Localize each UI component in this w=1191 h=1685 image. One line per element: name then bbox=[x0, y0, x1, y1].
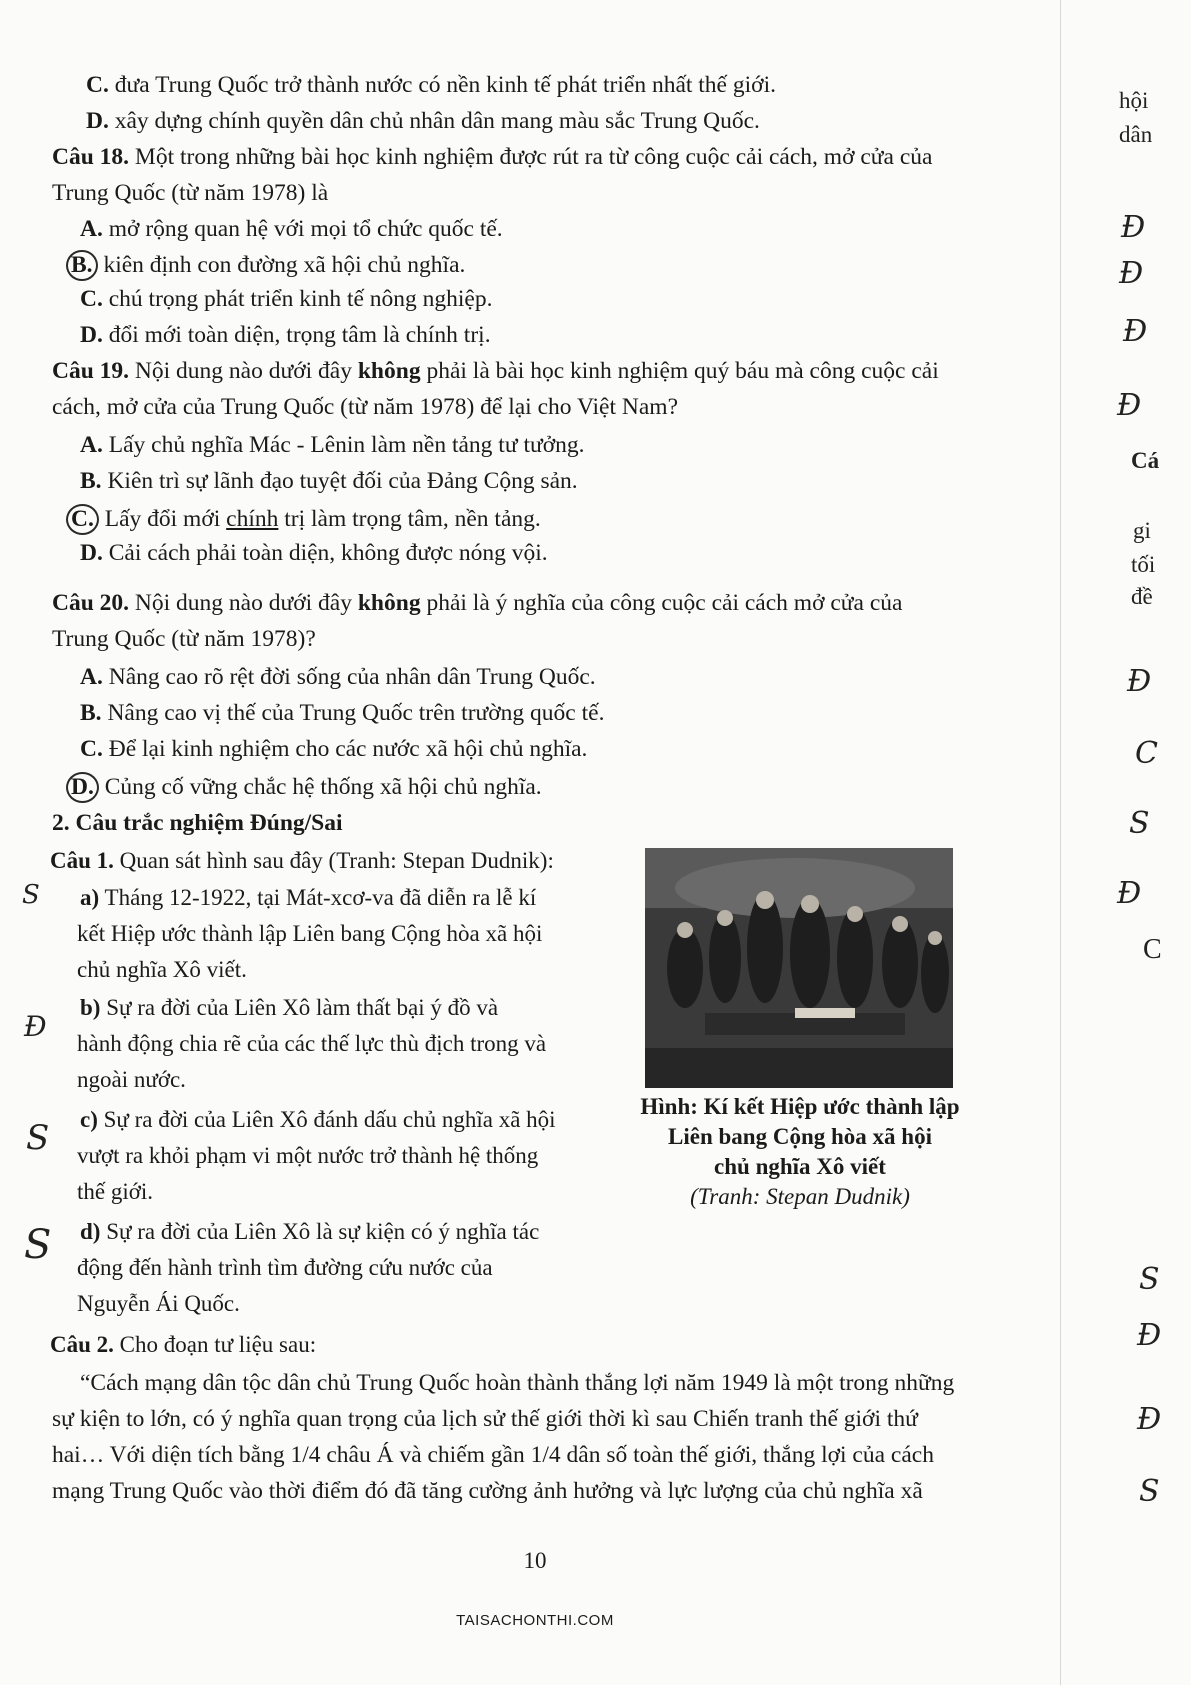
question-emphasis: không bbox=[357, 358, 421, 384]
handwritten-mark: S bbox=[24, 1222, 52, 1268]
option-text: Củng cố vững chắc hệ thống xã hội chủ nghĩa. bbox=[104, 774, 542, 800]
figure-caption bbox=[615, 1092, 985, 1212]
q19-option-a bbox=[80, 432, 585, 459]
tf1-item-a-line2: kết Hiệp ước thành lập Liên bang Cộng hòa xã hội bbox=[77, 921, 543, 946]
tf1-item-d bbox=[80, 1219, 539, 1245]
edge-text: hội bbox=[1119, 88, 1149, 113]
tf2-quote-line: “Cách mạng dân tộc dân chủ Trung Quốc hoàn thành thắng lợi năm 1949 là một trong những bbox=[80, 1370, 955, 1396]
treaty-signing-painting bbox=[645, 848, 953, 1088]
handwritten-mark: Đ bbox=[1123, 314, 1148, 349]
item-text: Tháng 12-1922, tại Mát-xcơ-va đã diễn ra lễ kí bbox=[104, 885, 537, 910]
option-letter: D. bbox=[80, 322, 103, 348]
q20-option-c bbox=[80, 736, 587, 763]
edge-text: gi bbox=[1133, 518, 1151, 543]
option-letter: B. bbox=[80, 468, 102, 494]
question-label: Câu 18. bbox=[52, 144, 130, 170]
tf2-quote-line: mạng Trung Quốc vào thời điểm đó đã tăng cường ảnh hưởng và lực lượng của chủ nghĩa xã bbox=[52, 1478, 923, 1504]
q19-option-b bbox=[80, 468, 578, 495]
option-letter: C. bbox=[80, 286, 103, 312]
question-text: Cho đoạn tư liệu sau: bbox=[119, 1332, 317, 1357]
q19-option-c bbox=[72, 504, 541, 535]
option-text: Lấy chủ nghĩa Mác - Lênin làm nền tảng tư tưởng. bbox=[108, 432, 585, 458]
item-text: Sự ra đời của Liên Xô là sự kiện có ý nghĩa tác bbox=[106, 1219, 540, 1244]
q18-option-d bbox=[80, 322, 491, 349]
question-text: Nội dung nào dưới đây bbox=[134, 590, 352, 616]
handwritten-mark: Đ bbox=[1137, 1402, 1162, 1437]
handwritten-mark: C bbox=[1135, 736, 1158, 771]
q18-stem-cont: Trung Quốc (từ năm 1978) là bbox=[52, 180, 329, 206]
option-letter: A. bbox=[80, 432, 103, 458]
tf1-item-a bbox=[80, 885, 536, 911]
q19-stem-cont: cách, mở cửa của Trung Quốc (từ năm 1978) để lại cho Việt Nam? bbox=[52, 394, 678, 420]
handwritten-mark: S bbox=[26, 1118, 50, 1158]
q20-option-b bbox=[80, 700, 604, 727]
q18-option-b bbox=[72, 250, 465, 281]
option-letter: A. bbox=[80, 664, 103, 690]
painting-image bbox=[645, 848, 953, 1088]
option-text: đưa Trung Quốc trở thành nước có nền kinh tế phát triển nhất thế giới. bbox=[114, 72, 776, 98]
tf2-stem bbox=[50, 1332, 316, 1358]
caption-line: chủ nghĩa Xô viết bbox=[714, 1154, 886, 1179]
option-letter: B. bbox=[80, 700, 102, 726]
q20-stem bbox=[52, 590, 902, 617]
tf2-quote-line: hai… Với diện tích bằng 1/4 châu Á và chiếm gần 1/4 dân số toàn thế giới, thắng lợi của cách bbox=[52, 1442, 934, 1468]
handwritten-mark: Đ bbox=[1121, 210, 1146, 245]
option-letter: D. bbox=[86, 108, 109, 134]
option-text: Để lại kinh nghiệm cho các nước xã hội chủ nghĩa. bbox=[108, 736, 588, 762]
question-label: Câu 19. bbox=[52, 358, 130, 384]
q20-stem-cont: Trung Quốc (từ năm 1978)? bbox=[52, 626, 316, 652]
tf1-item-a-line3: chủ nghĩa Xô viết. bbox=[77, 957, 247, 982]
tf1-item-c-line3: thế giới. bbox=[77, 1179, 154, 1204]
question-label: Câu 20. bbox=[52, 590, 130, 616]
edge-text: C bbox=[1143, 934, 1162, 965]
option-letter-circled: B. bbox=[66, 250, 98, 281]
option-letter-circled: C. bbox=[66, 504, 99, 535]
item-text: Sự ra đời của Liên Xô đánh dấu chủ nghĩa xã hội bbox=[103, 1107, 556, 1132]
item-letter: a) bbox=[80, 885, 100, 910]
handwritten-mark: Đ bbox=[1127, 664, 1152, 699]
q19-stem bbox=[52, 358, 939, 385]
item-letter: b) bbox=[80, 995, 101, 1020]
edge-text: Cá bbox=[1131, 448, 1160, 473]
option-letter: C. bbox=[80, 736, 103, 762]
option-text: kiên định con đường xã hội chủ nghĩa. bbox=[103, 252, 466, 278]
question-label: Câu 2. bbox=[50, 1332, 114, 1357]
item-letter: d) bbox=[80, 1219, 101, 1244]
item-letter: c) bbox=[80, 1107, 98, 1132]
option-text: đổi mới toàn diện, trọng tâm là chính trị. bbox=[108, 322, 491, 348]
edge-text: tối bbox=[1131, 552, 1156, 577]
caption-credit: (Tranh: Stepan Dudnik) bbox=[690, 1184, 910, 1209]
handwritten-mark: S bbox=[1129, 806, 1150, 841]
question-text: phải là ý nghĩa của công cuộc cải cách mở cửa của bbox=[426, 590, 903, 616]
option-text: Kiên trì sự lãnh đạo tuyệt đối của Đảng Cộng sản. bbox=[107, 468, 578, 494]
q17-option-c bbox=[86, 72, 776, 99]
footer-watermark: TAISACHONTHI.COM bbox=[456, 1612, 614, 1629]
tf1-item-c bbox=[80, 1107, 556, 1133]
caption-line: Hình: Kí kết Hiệp ước thành lập bbox=[640, 1094, 960, 1119]
handwritten-mark: Đ bbox=[1137, 1318, 1162, 1353]
option-text: mở rộng quan hệ với mọi tổ chức quốc tế. bbox=[108, 216, 503, 242]
q20-option-d bbox=[72, 772, 542, 803]
q18-option-c bbox=[80, 286, 493, 313]
handwritten-mark: S bbox=[22, 880, 40, 910]
tf2-quote-line: sự kiện to lớn, có ý nghĩa quan trọng của lịch sử thế giới thời kì sau Chiến tranh thế giới thứ bbox=[52, 1406, 918, 1432]
question-text: Một trong những bài học kinh nghiệm được rút ra từ công cuộc cải cách, mở cửa của bbox=[134, 144, 933, 170]
option-text: Lấy đổi mới bbox=[104, 506, 221, 532]
option-text: Nâng cao vị thế của Trung Quốc trên trường quốc tế. bbox=[107, 700, 605, 726]
option-text: xây dựng chính quyền dân chủ nhân dân mang màu sắc Trung Quốc. bbox=[114, 108, 760, 134]
edge-text: đề bbox=[1131, 584, 1153, 609]
option-text: chú trọng phát triển kinh tế nông nghiệp. bbox=[108, 286, 493, 312]
tf1-stem bbox=[50, 848, 554, 874]
option-text: trị làm trọng tâm, nền tảng. bbox=[284, 506, 541, 532]
edge-text: dân bbox=[1119, 122, 1153, 147]
option-text: Nâng cao rõ rệt đời sống của nhân dân Trung Quốc. bbox=[108, 664, 596, 690]
handwritten-mark: Đ bbox=[1119, 256, 1144, 291]
q19-option-d bbox=[80, 540, 548, 567]
tf1-item-b-line2: hành động chia rẽ của các thế lực thù địch trong và bbox=[77, 1031, 547, 1056]
handwritten-mark: Đ bbox=[1117, 388, 1142, 423]
page-number: 10 bbox=[523, 1548, 547, 1573]
q20-option-a bbox=[80, 664, 596, 691]
option-letter: A. bbox=[80, 216, 103, 242]
handwritten-mark: Đ bbox=[24, 1010, 47, 1043]
item-text: Sự ra đời của Liên Xô làm thất bại ý đồ và bbox=[106, 995, 499, 1020]
tf1-item-b bbox=[80, 995, 498, 1021]
tf1-item-c-line2: vượt ra khỏi phạm vi một nước trở thành hệ thống bbox=[77, 1143, 539, 1168]
option-text-underlined: chính bbox=[226, 506, 279, 532]
q17-option-d bbox=[86, 108, 760, 135]
question-text: phải là bài học kinh nghiệm quý báu mà công cuộc cải bbox=[426, 358, 939, 384]
adjacent-page-edge bbox=[1060, 0, 1191, 1685]
handwritten-mark: Đ bbox=[1117, 876, 1142, 911]
tf1-item-d-line3: Nguyễn Ái Quốc. bbox=[77, 1291, 240, 1316]
question-emphasis: không bbox=[357, 590, 421, 616]
section-title: 2. Câu trắc nghiệm Đúng/Sai bbox=[52, 810, 343, 836]
handwritten-mark: S bbox=[1139, 1474, 1160, 1509]
tf1-item-b-line3: ngoài nước. bbox=[77, 1067, 186, 1092]
caption-line: Liên bang Cộng hòa xã hội bbox=[668, 1124, 932, 1149]
q18-stem bbox=[52, 144, 932, 171]
option-letter-circled: D. bbox=[66, 772, 99, 803]
tf1-item-d-line2: động đến hành trình tìm đường cứu nước của bbox=[77, 1255, 493, 1280]
option-text: Cải cách phải toàn diện, không được nóng vội. bbox=[108, 540, 548, 566]
option-letter: C. bbox=[86, 72, 109, 98]
question-text: Nội dung nào dưới đây bbox=[134, 358, 352, 384]
handwritten-mark: S bbox=[1139, 1262, 1160, 1297]
question-text: Quan sát hình sau đây (Tranh: Stepan Dudnik): bbox=[119, 848, 554, 873]
option-letter: D. bbox=[80, 540, 103, 566]
question-label: Câu 1. bbox=[50, 848, 114, 873]
q18-option-a bbox=[80, 216, 503, 243]
